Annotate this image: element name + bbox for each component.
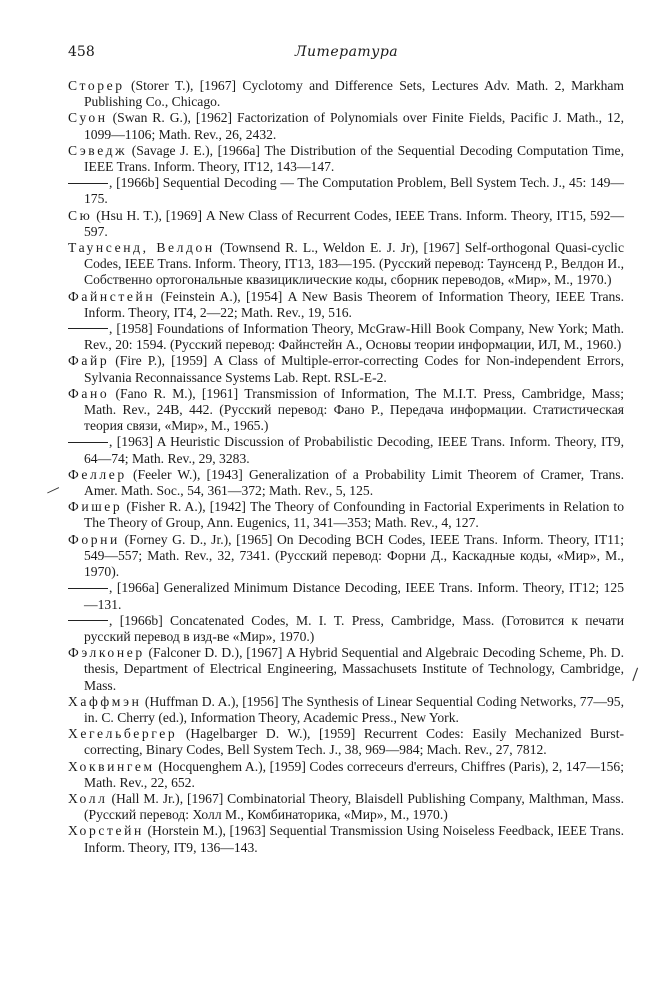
reference-entry: [68, 499, 624, 531]
reference-text: (Fano R. M.), [1961] Transmission of Information, The M.I.T. Press, Cambridge, Mass; Math. Rev., 24B, 442. (Русский перевод: Фано Р., Передача информации. Статистическая теория связи, «Мир», М., 1965.): [84, 385, 624, 434]
reference-author: Хорстейн: [68, 823, 144, 839]
reference-author: Сторер: [68, 78, 125, 93]
reference-text: , [1958] Foundations of Information Theory, McGraw-Hill Book Company, New York; Math. Rev., 20: 1594. (Русский перевод: Файнстейн А., Основы теории информации, ИЛ, М., 1960.): [84, 321, 624, 353]
reference-author: Суон: [68, 110, 108, 126]
reference-text: (Storer T.), [1967] Cyclotomy and Difference Sets, Lectures Adv. Math. 2, Markham Publishing Co., Chicago.: [84, 78, 624, 110]
reference-author: Файр: [68, 353, 110, 369]
reference-text: (Swan R. G.), [1962] Factorization of Polynomials over Finite Fields, Pacific J. Math., 12, 1099—1106; Math. Rev., 26, 2432.: [84, 110, 624, 142]
reference-text: (Falconer D. D.), [1967] A Hybrid Sequential and Algebraic Decoding Scheme, Ph. D. thesis, Department of Electrical Engineering, Massachusets Institute of Technology, Cambridge, Mass.: [84, 645, 624, 693]
reference-text: (Forney G. D., Jr.), [1965] On Decoding BCH Codes, IEEE Trans. Inform. Theory, IT11; 549—557; Math. Rev., 32, 7341. (Русский перевод: Форни Д., Каскадные коды, «Мир», М., 1970).: [84, 531, 625, 580]
reference-author: Хоквингем: [68, 758, 155, 774]
reference-entry: [68, 580, 624, 612]
margin-pencil-mark: |: [630, 665, 641, 683]
reference-entry: [68, 321, 624, 353]
reference-entry: [68, 143, 624, 175]
reference-entry: [68, 110, 624, 142]
running-title: Литература: [294, 44, 399, 60]
reference-entry: [68, 823, 624, 855]
reference-text: (Fire P.), [1959] A Class of Multiple-error-correcting Codes for Non-independent Errors, Sylvania Reconnaissance Systems Lab. Rept. RSL-E-2.: [84, 353, 624, 385]
reference-author: Файнстейн: [68, 288, 156, 304]
reference-entry: [68, 467, 624, 499]
reference-entry: [68, 726, 624, 758]
reference-author: Хегельбергер: [68, 726, 178, 742]
page-header: [68, 44, 625, 64]
reference-text: (Horstein M.), [1963] Sequential Transmission Using Noiseless Feedback, IEEE Trans. Inform. Theory, IT9, 136—143.: [84, 823, 624, 855]
reference-text: (Hsu H. T.), [1969] A New Class of Recurrent Codes, IEEE Trans. Inform. Theory, IT15, 592—597.: [84, 207, 624, 239]
reference-entry: [68, 78, 624, 110]
reference-entry: [68, 532, 624, 581]
reference-author: Таунсенд, Велдон: [68, 240, 215, 256]
margin-pencil-mark: —: [43, 479, 63, 501]
reference-text: (Townsend R. L., Weldon E. J. Jr), [1967] Self-orthogonal Quasi-cyclic Codes, IEEE Trans. Inform. Theory, IT13, 183—195. (Русский перевод: Таунсенд Р., Велдон И., Собственно ортогональные квазициклические коды, сборник переводов, «Мир», М., 1970.): [84, 240, 624, 288]
reference-entry: [68, 613, 624, 645]
reference-entry: [68, 645, 624, 694]
reference-entry: [68, 759, 624, 791]
reference-text: (Feinstein A.), [1954] A New Basis Theorem of Information Theory, IEEE Trans. Inform. Theory, IT4, 2—22; Math. Rev., 19, 516.: [84, 288, 624, 320]
reference-author: Феллер: [68, 466, 127, 482]
reference-author: Сю: [68, 207, 93, 223]
reference-text: , [1963] A Heuristic Discussion of Probabilistic Decoding, IEEE Trans. Inform. Theory, IT9, 64—74; Math. Rev., 29, 3283.: [84, 434, 624, 466]
ditto-dash: [68, 328, 108, 329]
page-number: 458: [68, 44, 95, 60]
reference-author: Фэлконер: [68, 645, 145, 661]
reference-entry: [68, 208, 624, 240]
ditto-dash: [68, 442, 108, 443]
ditto-dash: [68, 588, 108, 589]
reference-text: (Savage J. E.), [1966a] The Distribution of the Sequential Decoding Computation Time, IEEE Trans. Inform. Theory, IT12, 143—147.: [84, 142, 624, 175]
reference-author: Сэведж: [68, 142, 128, 158]
reference-entry: [68, 353, 624, 385]
reference-author: Фано: [68, 385, 110, 401]
reference-text: (Hall M. Jr.), [1967] Combinatorial Theory, Blaisdell Publishing Company, Malthman, Mass. (Русский перевод: Холл М., Комбинаторика, «Мир», М., 1970.): [84, 790, 624, 823]
reference-text: (Feeler W.), [1943] Generalization of a Probability Limit Theorem of Cramer, Trans. Amer. Math. Soc., 54, 361—372; Math. Rev., 5, 125.: [84, 466, 624, 499]
reference-text: (Fisher R. A.), [1942] The Theory of Confounding in Factorial Experiments in Relation to The Theory of Group, Ann. Eugenics, 11, 341—353; Math. Rev., 4, 127.: [84, 499, 624, 531]
reference-entry: [68, 791, 624, 823]
reference-entry: [68, 240, 624, 289]
reference-author: Фишер: [68, 499, 123, 515]
reference-text: , [1966a] Generalized Minimum Distance Decoding, IEEE Trans. Inform. Theory, IT12; 125—131.: [84, 580, 624, 612]
reference-text: , [1966b] Concatenated Codes, M. I. T. Press, Cambridge, Mass. (Готовится к печати русский перевод в изд-ве «Мир», 1970.): [84, 612, 624, 644]
reference-text: (Hagelbarger D. W.), [1959] Recurrent Codes: Easily Mechanized Burst-correcting, Binary Codes, Bell System Tech. J., 38, 969—984; Mach. Rev., 27, 7812.: [84, 726, 624, 758]
reference-entry: [68, 694, 624, 726]
reference-entry: [68, 386, 624, 435]
reference-text: , [1966b] Sequential Decoding — The Computation Problem, Bell System Tech. J., 45: 149—175.: [84, 175, 624, 207]
reference-author: Хаффмэн: [68, 693, 142, 709]
reference-entry: [68, 434, 624, 466]
reference-text: (Hocquenghem A.), [1959] Codes correceurs d'erreurs, Chiffres (Paris), 2, 147—156; Math. Rev., 22, 652.: [84, 758, 624, 790]
ditto-dash: [68, 183, 108, 184]
reference-entry: [68, 289, 624, 321]
reference-author: Холл: [68, 790, 108, 806]
reference-list: [68, 78, 624, 856]
reference-author: Форни: [68, 531, 120, 547]
reference-entry: [68, 175, 624, 207]
reference-text: (Huffman D. A.), [1956] The Synthesis of Linear Sequential Coding Networks, 77—95, in. C. Cherry (ed.), Information Theory, Academic Press., New York.: [84, 693, 624, 725]
ditto-dash: [68, 620, 108, 621]
